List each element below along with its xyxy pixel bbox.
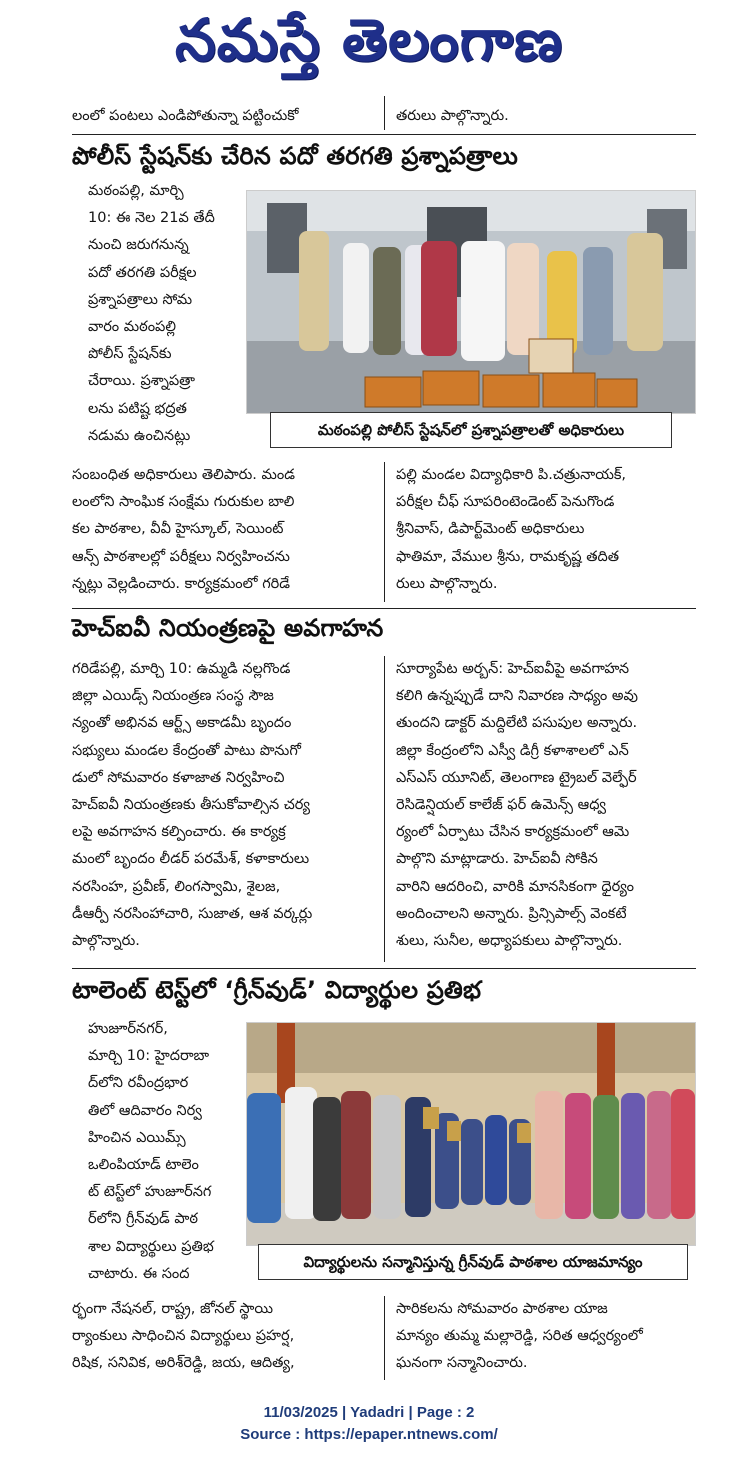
text-line: కలిగి ఉన్నప్పుడే దాని నివారణ సాధ్యం అవు <box>396 688 638 705</box>
article3-photo-caption: విద్యార్థులను సన్మానిస్తున్న గ్రీన్‌వుడ్ పాఠశాల యాజమాన్యం <box>258 1244 688 1280</box>
article1-photo-caption: మఠంపల్లి పోలీస్ స్టేషన్‌లో ప్రశ్నాపత్రాలతో అధికారులు <box>270 412 672 448</box>
top-fragment-right: తరులు పాల్గొన్నారు. <box>396 108 509 124</box>
column-divider <box>384 96 385 130</box>
text-line: హెచ్‌ఐవీ నియంత్రణకు తీసుకోవాల్సిన చర్య <box>72 797 311 814</box>
section-divider <box>72 134 696 135</box>
text-line: నడుమ ఉంచినట్లు <box>88 427 191 444</box>
text-line: రులు పాల్గొన్నారు. <box>396 575 498 592</box>
text-line: లపై అవగాహన కల్పించారు. ఈ కార్యక్ర <box>72 824 286 841</box>
text-line: డులో సోమవారం కళాజాత నిర్వహించి <box>72 769 285 786</box>
text-line: అందించాలని అన్నారు. ప్రిన్సిపాల్స్ వెంకటే <box>396 905 627 922</box>
article3-headline: టాలెంట్ టెస్ట్‌లో ‘గ్రీన్‌వుడ్’ విద్యార్థుల ప్రతిభ <box>72 976 482 1004</box>
section-divider <box>72 968 696 969</box>
text-line: ఫాతిమా, వేముల శ్రీను, రామకృష్ణ తదిత <box>396 548 620 565</box>
text-line: రెసిడెన్షియల్ కాలేజ్ ఫర్ ఉమెన్స్ ఆధ్వ <box>396 797 607 814</box>
article3-body-right <box>396 1296 696 1378</box>
article1-lead-column <box>88 178 236 450</box>
article1-body-left <box>72 462 372 598</box>
article2-body-left <box>72 656 372 955</box>
text-line: ప్రశ్నాపత్రాలు సోమ <box>88 291 193 308</box>
text-line: తుందని డాక్టర్ మద్దిలేటి పసుపుల అన్నారు. <box>396 715 638 732</box>
text-line: జిల్లా కేంద్రంలోని ఎస్వీ డిగ్రీ కళాశాలలో ఎన్ <box>396 742 629 759</box>
text-line: రిషిక, సనివిక, అరిశ్‌రెడ్డి, జయ, ఆదిత్య, <box>72 1355 295 1372</box>
text-line: హుజూర్‌నగర్, <box>88 1021 168 1037</box>
footer-date-edition: 11/03/2025 | Yadadri | Page : 2 <box>263 1404 475 1421</box>
footer-source-link[interactable]: Source : https://epaper.ntnews.com/ <box>240 1426 498 1443</box>
column-divider <box>384 1296 385 1380</box>
text-line: పరీక్షల చీఫ్ సూపరింటెండెంట్ పెనుగొండ <box>396 494 615 511</box>
text-line: ట్ టెస్ట్‌లో హుజూర్‌నగ <box>88 1184 212 1201</box>
section-divider <box>72 608 696 609</box>
article3-photo <box>246 1022 696 1246</box>
text-line: మాన్యం తుమ్మ మల్లారెడ్డి, సరిత ఆధ్వర్యంలో <box>396 1328 643 1345</box>
text-line: పోలీస్ స్టేషన్‌కు <box>88 346 172 363</box>
text-line: శ్రీనివాస్, డిపార్ట్‌మెంట్ అధికారులు <box>396 521 585 538</box>
text-line: ఒలింపియాడ్ టాలెం <box>88 1157 199 1174</box>
text-line: నరసింహ, ప్రవీణ్, లింగస్వామి, శైలజ, <box>72 878 281 895</box>
text-line: పల్లి మండల విద్యాధికారి పి.చత్రునాయక్, <box>396 467 627 483</box>
text-line: సూర్యాపేట అర్బన్: హెచ్‌ఐవీపై అవగాహన <box>396 661 630 677</box>
text-line: చేరాయి. ప్రశ్నాపత్రా <box>88 373 196 390</box>
text-line: పాల్గొని మాట్లాడారు. హెచ్‌ఐవీ సోకిన <box>396 851 598 868</box>
article1-headline: పోలీస్ స్టేషన్‌కు చేరిన పదో తరగతి ప్రశ్నాపత్రాలు <box>72 142 519 170</box>
article3-lead-column <box>88 1016 236 1288</box>
text-line: వారిని ఆదరించి, వారికి మానసికంగా ధైర్యం <box>396 878 634 895</box>
text-line: శులు, సునీల, అధ్యాపకులు పాల్గొన్నారు. <box>396 933 623 950</box>
article1-body-right <box>396 462 696 598</box>
text-line: ర్‌లోని గ్రీన్‌వుడ్ పాఠ <box>88 1211 198 1228</box>
text-line: హించిన ఎయిమ్స్ <box>88 1129 186 1146</box>
column-divider <box>384 462 385 602</box>
text-line: పదో తరగతి పరీక్షల <box>88 264 197 281</box>
text-line: మార్చి 10: హైదరాబా <box>88 1048 210 1065</box>
text-line: న్యంతో అభినవ ఆర్ట్స్ అకాడమీ బృందం <box>72 715 292 732</box>
text-line: డీఆర్పీ నరసింహాచారి, సుజాత, ఆశ వర్కర్లు <box>72 905 313 922</box>
text-line: మఠంపల్లి, మార్చి <box>88 183 184 199</box>
text-line: పాల్గొన్నారు. <box>72 933 140 950</box>
text-line: ర్యంలో ఏర్పాటు చేసిన కార్యక్రమంలో ఆమె <box>396 824 630 841</box>
text-line: జిల్లా ఎయిడ్స్ నియంత్రణ సంస్థ సౌజ <box>72 688 274 705</box>
text-line: కల పాఠశాల, వీవీ హైస్కూల్, సెయింట్ <box>72 521 284 538</box>
text-line: ర్భంగా నేషనల్, రాష్ట్ర, జోనల్ స్థాయి <box>72 1301 274 1317</box>
text-line: తిలో ఆదివారం నిర్వ <box>88 1102 202 1119</box>
top-fragment-left: లంలో పంటలు ఎండిపోతున్నా పట్టించుకో <box>72 108 299 124</box>
text-line: గరిడేపల్లి, మార్చి 10: ఉమ్మడి నల్లగొండ <box>72 661 291 677</box>
text-line: ఘనంగా సన్మానించారు. <box>396 1355 528 1372</box>
police-station-photo <box>247 191 695 413</box>
article2-body-right <box>396 656 696 955</box>
text-line: న్నట్లు వెల్లడించారు. కార్యక్రమంలో గరిడే <box>72 575 290 592</box>
text-line: ఆన్స్ పాఠశాలల్లో పరీక్షలు నిర్వహించను <box>72 548 290 565</box>
text-line: వారం మఠంపల్లి <box>88 319 176 336</box>
school-felicitation-photo <box>247 1023 695 1245</box>
newspaper-logo: నమస్తే తెలంగాణ <box>175 6 563 74</box>
column-divider <box>384 656 385 962</box>
text-line: ఎస్ఎస్ యూనిట్, తెలంగాణ ట్రైబల్ వెల్ఫేర్ <box>396 769 637 786</box>
text-line: శాల విద్యార్థులు ప్రతిభ <box>88 1238 214 1255</box>
text-line: 10: ఈ నెల 21వ తేదీ <box>88 210 215 227</box>
article2-headline: హెచ్‌ఐవీ నియంత్రణపై అవగాహన <box>72 614 384 642</box>
text-line: సంబంధిత అధికారులు తెలిపారు. మండ <box>72 467 295 483</box>
masthead <box>0 0 738 88</box>
text-line: లంలోని సాంఘిక సంక్షేమ గురుకుల బాలి <box>72 494 295 511</box>
text-line: చాటారు. ఈ సంద <box>88 1265 190 1282</box>
text-line: నుంచి జరుగనున్న <box>88 237 189 254</box>
text-line: ద్‌లోని రవీంద్రభార <box>88 1075 189 1092</box>
article3-body-left <box>72 1296 372 1378</box>
article1-photo <box>246 190 696 414</box>
text-line: ర్యాంకులు సాధించిన విద్యార్థులు ప్రహర్ష, <box>72 1328 295 1345</box>
text-line: సభ్యులు మండల కేంద్రంతో పాటు పొనుగో <box>72 742 301 759</box>
text-line: లను పటిష్ట భద్రత <box>88 400 187 417</box>
text-line: సారికలను సోమవారం పాఠశాల యాజ <box>396 1301 608 1317</box>
text-line: మంలో బృందం లీడర్ పరమేశ్, కళాకారులు <box>72 851 310 868</box>
